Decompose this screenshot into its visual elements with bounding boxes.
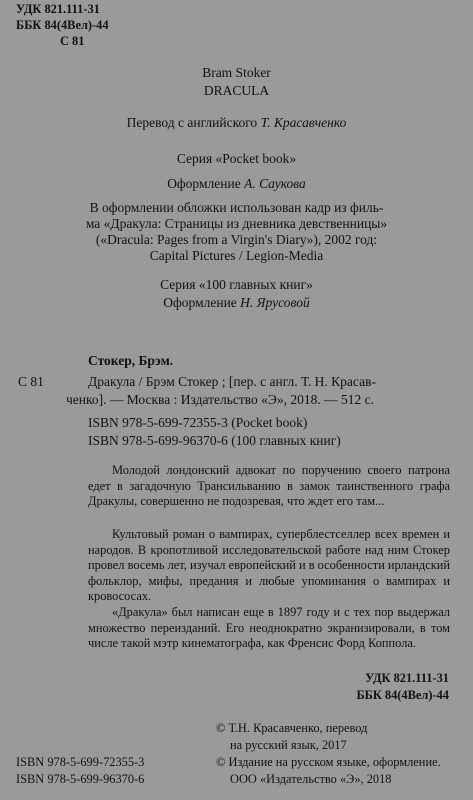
cover-note-line: ма «Дракула: Страницы из дневника девственницы» [85, 216, 388, 231]
bbk-code: ББК 84(4Вел)-44 [16, 18, 109, 32]
design-credit [0, 175, 473, 193]
catalog-mark: С 81 [18, 374, 44, 389]
translator-name: Т. Красавченко [260, 115, 347, 130]
catalog-isbn1: ISBN 978-5-699-72355-3 (Pocket book) [88, 415, 308, 430]
designer2-name: Н. Ярусовой [240, 295, 310, 310]
catalog-isbn2: ISBN 978-5-699-96370-6 (100 главных книг) [88, 433, 341, 448]
cover-note-line: («Dracula: Pages from a Virgin's Diary»), 2002 год: [95, 232, 378, 247]
isbn-bottom-2: ISBN 978-5-699-96370-6 [16, 772, 145, 786]
bottom-bbk: ББК 84(4Вел)-44 [356, 688, 449, 702]
annotation-paragraph-2: Культовый роман о вампирах, суперблестселлер всех времен и народов. В кропотливой исследовательской работе над ним Стокер провел восемь лет, изучал европейский и в особенности ирландский фольклор, мифы, предания и любые упоминания о вампирах и кровососах. [88, 527, 450, 604]
copyright-line3: © Издание на русском языке, оформление. [216, 755, 441, 769]
bottom-udk: УДК 821.111-31 [365, 671, 449, 685]
isbn-bottom-1: ISBN 978-5-699-72355-3 [16, 755, 145, 769]
udk-code: УДК 821.111-31 [16, 2, 100, 16]
copyright-line2: на русский язык, 2017 [230, 738, 347, 752]
cover-note-line: Capital Pictures / Legion-Media [149, 248, 324, 263]
cover-note-line: В оформлении обложки использован кадр из филь- [89, 200, 384, 215]
author-mark: С 81 [60, 34, 85, 48]
catalog-entry-line2: ченко]. — Москва : Издательство «Э», 2018. — 512 с. [66, 392, 374, 407]
copyright-line1: © Т.Н. Красавченко, перевод [216, 721, 368, 735]
catalog-entry-line1: Дракула / Брэм Стокер ; [пер. с англ. Т. Н. Красав- [88, 374, 376, 389]
translation-prefix: Перевод с английского [126, 115, 261, 130]
annotation-paragraph-1: Молодой лондонский адвокат по поручению своего патрона едет в загадочную Трансильванию в замок таинственного графа Дракулы, совершенно не подозревая, что ждет его там... [88, 463, 450, 509]
design-prefix: Оформление [167, 176, 245, 191]
design2-credit [0, 294, 473, 312]
design2-prefix: Оформление [163, 295, 241, 310]
designer-name: А. Саукова [244, 176, 306, 191]
annotation-paragraph-3: «Дракула» был написан еще в 1897 году и с тех пор выдержал множество переизданий. Его неоднократно экранизировали, в том числе такой мэтр кинематографа, как Френсис Форд Коппола. [88, 605, 450, 651]
series-line: Серия «Pocket book» [176, 151, 297, 166]
translation-credit [0, 114, 473, 132]
copyright-line4: ООО «Издательство «Э», 2018 [230, 772, 392, 786]
original-title: DRACULA [203, 83, 270, 98]
series2-line: Серия «100 главных книг» [160, 277, 313, 292]
original-author: Bram Stoker [202, 65, 271, 80]
catalog-heading: Стокер, Брэм. [88, 353, 174, 368]
